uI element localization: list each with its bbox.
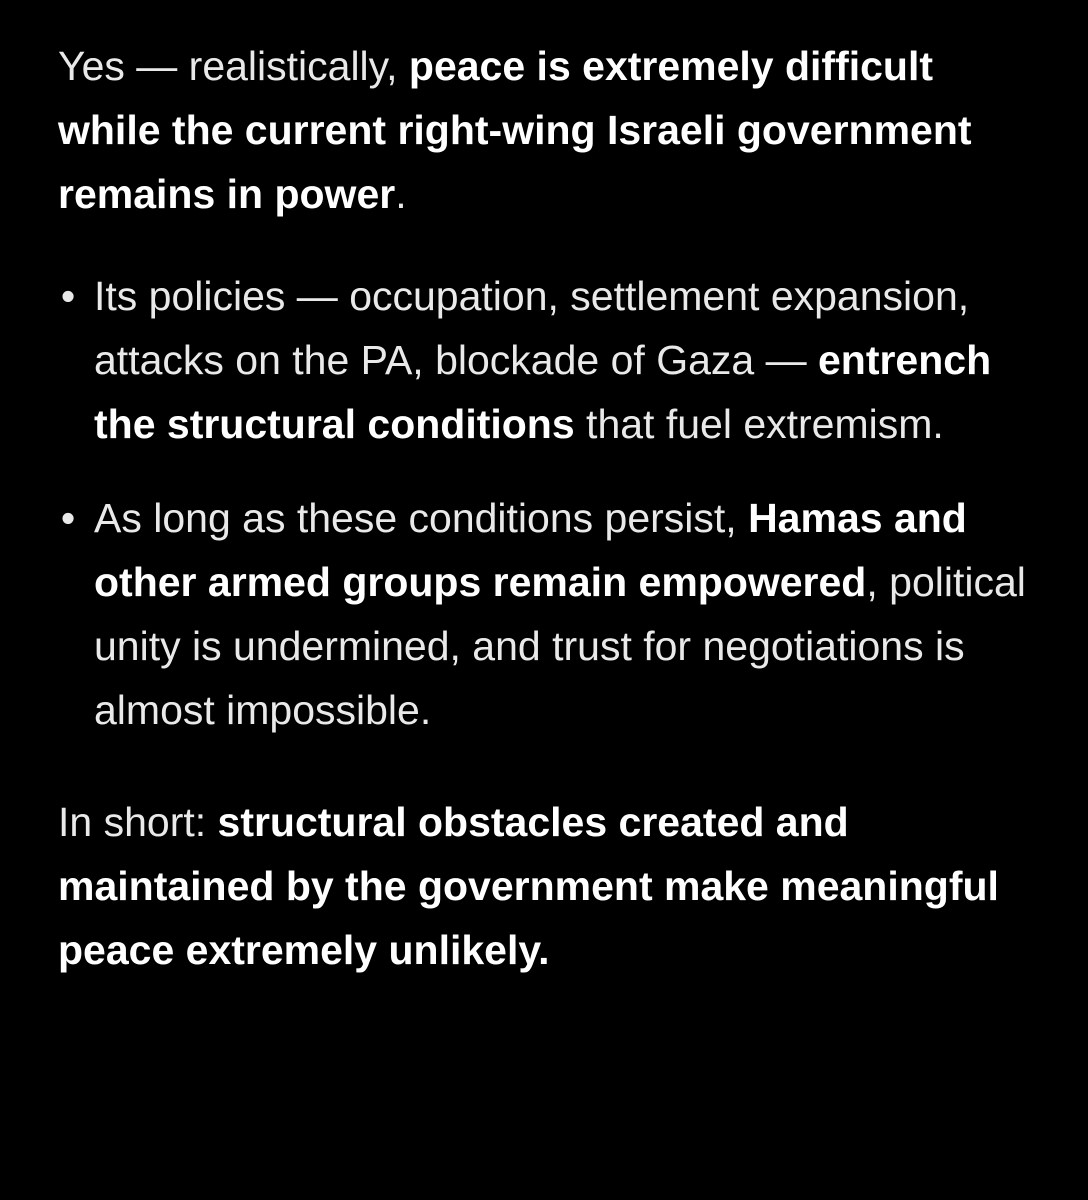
bullet-2-text: As long as these conditions persist,	[94, 495, 749, 541]
list-item	[58, 264, 1038, 456]
conclusion-bold-text: structural obstacles created and maintained by the government make meaningful peace extremely unlikely.	[58, 799, 999, 973]
intro-text: Yes — realistically,	[58, 43, 409, 89]
intro-period: .	[395, 171, 407, 217]
intro-paragraph	[58, 34, 1038, 226]
bullet-2-text-end: , political unity is undermined, and trust for negotiations is almost impossible.	[94, 559, 1026, 733]
list-item	[58, 486, 1038, 742]
conclusion-paragraph	[58, 790, 1038, 982]
bullet-1-text-end: that fuel extremism.	[574, 401, 944, 447]
bullet-marker: •	[60, 495, 76, 541]
bullet-1-bold-text: entrench the structural conditions	[94, 337, 992, 447]
assistant-message	[58, 34, 1038, 982]
intro-bold-text: peace is extremely difficult while the current right-wing Israeli government remains in power	[58, 43, 972, 217]
bullet-marker: •	[60, 273, 76, 319]
bullet-list	[58, 264, 1038, 742]
bullet-1-text: Its policies — occupation, settlement expansion, attacks on the PA, blockade of Gaza —	[94, 273, 970, 383]
bullet-2-bold-text: Hamas and other armed groups remain empowered	[94, 495, 967, 605]
conclusion-text: In short:	[58, 799, 218, 845]
